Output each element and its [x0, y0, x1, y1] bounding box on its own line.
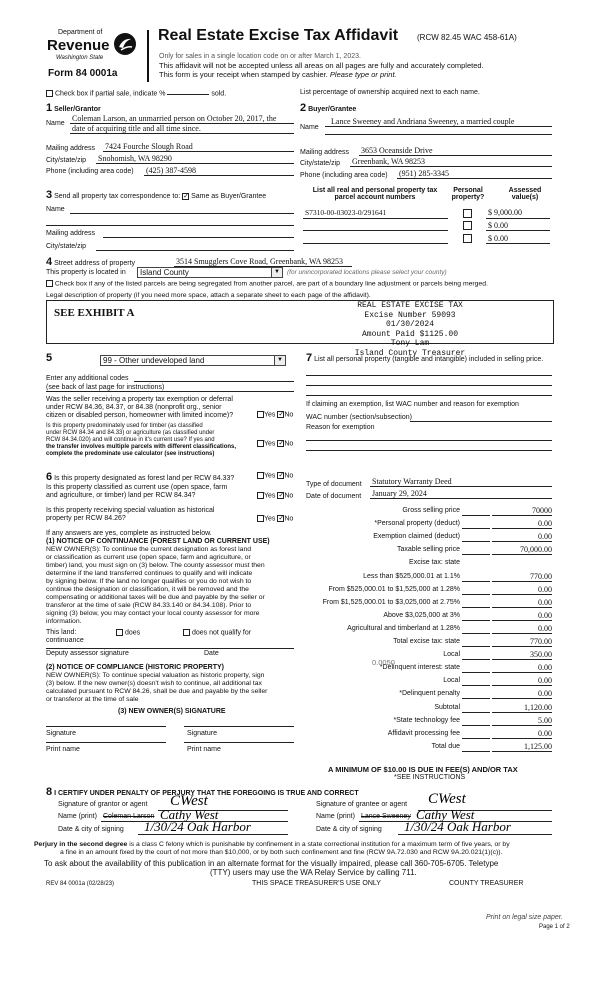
tax-row-value[interactable]: 1,125.00: [492, 742, 552, 752]
sec7-label: 7 List all personal property (tangible and intangible) included in selling price.: [306, 352, 544, 364]
exempt-q2: under RCW 84.36, 84.37, or 84.38 (nonprofit org., senior: [46, 404, 222, 411]
notice2-line: calculated pursuant to RCW 84.26, shall be due and payable by the seller: [46, 688, 268, 695]
codes-note: (see back of last page for instructions): [46, 384, 165, 391]
seller-name-value[interactable]: Coleman Larson, an unmarried person on October 20, 2017, the: [72, 114, 277, 123]
county-treasurer: COUNTY TREASURER: [449, 880, 524, 887]
seller-name-label: Name: [46, 120, 65, 127]
header-sub3-b: Please type or print.: [329, 70, 397, 79]
grantee-date-hand[interactable]: 1/30/24 Oak Harbor: [404, 819, 511, 834]
seller-phone-label: Phone (including area code): [46, 168, 134, 175]
stamp-line5: Tony Lam: [390, 339, 430, 348]
notice2-title: (2) NOTICE OF COMPLIANCE (HISTORIC PROPERTY): [46, 664, 224, 671]
exempt-yes-checkbox[interactable]: [257, 411, 264, 418]
grantor-signature[interactable]: CWest: [170, 793, 208, 809]
county-select[interactable]: Island County ▼: [137, 267, 283, 278]
exempt-q3: citizen or disabled person, homeowner with limited income)?: [46, 412, 234, 419]
assessed-value-2[interactable]: $ 0.00: [488, 221, 508, 230]
grantee-name-hand[interactable]: Cathy West: [416, 807, 475, 822]
timber-q3: RCW 84.34.020) and will continue in it's current use? If yes and: [46, 437, 215, 443]
tax-row-label: Excise tax: state: [409, 559, 460, 566]
dor-logo: [113, 32, 137, 56]
owner-sig-label-1: Signature: [46, 730, 76, 737]
timber-yes-checkbox[interactable]: [257, 440, 264, 447]
legal-label: Legal description of property (if you need more space, attach a separate sheet to each page of the affidavit).: [46, 292, 371, 299]
timber-yes-no: Yes ✓No: [257, 440, 293, 447]
wac-label: WAC number (section/subsection): [306, 414, 412, 421]
buyer-mail-label: Mailing address: [300, 149, 350, 156]
does-not-checkbox[interactable]: [183, 629, 190, 636]
grantor-name-hand[interactable]: Cathy West: [160, 807, 219, 822]
notice1-line: by signing below. If the land no longer qualifies or you do not wish to: [46, 578, 252, 585]
tax-row-label: *Delinquent interest: state: [379, 664, 460, 671]
sec6-q1: 6 Is this property designated as forest land per RCW 84.33?: [46, 471, 235, 483]
does-not-row: does not qualify for: [183, 629, 251, 636]
doc-type-value[interactable]: Statutory Warranty Deed: [372, 477, 452, 486]
buyer-city-label: City/state/zip: [300, 160, 341, 167]
personal-checkbox-1[interactable]: [463, 209, 472, 218]
boundary-row: Check box if any of the listed parcels are being segregated from another parcel, are part of a boundary line adjustment or parcels being merged.: [46, 280, 488, 287]
tax-row-value[interactable]: 0.00: [492, 585, 552, 595]
tax-row-value[interactable]: 0.00: [492, 729, 552, 739]
list-pct-note: List percentage of ownership acquired next to each name.: [300, 89, 480, 96]
owner-print-label-1: Print name: [46, 746, 80, 753]
tax-row-label: Less than $525,000.01 at 1.1%: [363, 573, 460, 580]
notice1-line: timber) land, you must sign on (3) below. The county assessor must then: [46, 562, 265, 569]
does-checkbox[interactable]: [116, 629, 123, 636]
perjury-line1: Perjury in the second degree is a class C felony which is punishable by confinement in a state correctional institution for a maximum term of five years, or by: [34, 841, 510, 848]
dept-line1: Department of: [58, 29, 103, 36]
timber-q4: the transfer involves multiple parcels with different classifications,: [46, 444, 237, 450]
form-title: Real Estate Excise Tax Affidavit: [158, 27, 399, 44]
stamp-line2: Excise Number 59093: [364, 310, 456, 320]
assessed-value-1[interactable]: $ 9,000.00: [488, 208, 522, 217]
wac-note: If claiming an exemption, list WAC number and reason for exemption: [306, 401, 519, 408]
tax-row-label: From $1,525,000.01 to $3,025,000 at 2.75%: [322, 599, 460, 606]
tax-row-value[interactable]: 5.00: [492, 716, 552, 726]
historic-no-checkbox[interactable]: ✓: [278, 515, 285, 522]
owner-print-label-2: Print name: [187, 746, 221, 753]
seller-city-value[interactable]: Snohomish, WA 98290: [98, 154, 172, 163]
tax-row-value[interactable]: 0.00: [492, 598, 552, 608]
legal-value: SEE EXHIBIT A: [54, 307, 135, 319]
this-land-row: This land:: [46, 629, 77, 636]
forest-yes-checkbox[interactable]: [257, 472, 264, 479]
deputy-sig-label: Deputy assessor signature: [46, 650, 129, 657]
header-sub2: This affidavit will not be accepted unless all areas on all pages are fully and accurately completed.: [159, 61, 484, 70]
buyer-name-label: Name: [300, 124, 319, 131]
sec6-q3b: property per RCW 84.26?: [46, 515, 126, 522]
tax-row-label: *Delinquent penalty: [399, 690, 460, 697]
tax-row-value[interactable]: 0.00: [492, 519, 552, 529]
tax-row-label: Gross selling price: [402, 507, 460, 514]
tax-row-value[interactable]: 0.00: [492, 689, 552, 699]
reason-label: Reason for exemption: [306, 424, 375, 431]
tax-row-value[interactable]: 70000: [492, 506, 552, 516]
notice2-line: NEW OWNER(S): To continue special valuation as historic property, sign: [46, 672, 265, 679]
grantee-signature[interactable]: CWest: [428, 791, 466, 807]
personal-checkbox-3[interactable]: [463, 234, 472, 243]
grantee-name-label: Name (print): [316, 813, 355, 820]
tax-row-label: Taxable selling price: [396, 546, 460, 553]
dept-line2: Revenue: [47, 37, 110, 54]
alt-format-line2: (TTY) users may use the WA Relay Service by calling 711.: [210, 868, 417, 877]
certify-heading: 8 I CERTIFY UNDER PENALTY OF PERJURY THAT THE FOREGOING IS TRUE AND CORRECT: [46, 786, 359, 798]
notice1-body: [46, 546, 265, 626]
currentuse-yes-no: Yes ✓No: [257, 492, 293, 499]
seller-city-label: City/state/zip: [46, 157, 87, 164]
notice1-line: continue the designation or classification, it will be removed and the: [46, 586, 249, 593]
tax-row-value[interactable]: 0.00: [492, 532, 552, 542]
see-instructions: *SEE INSTRUCTIONS: [394, 774, 466, 781]
tax-row-label: *State technology fee: [393, 717, 460, 724]
notice1-line: compensating or additional taxes will be due and payable by the seller or: [46, 594, 265, 601]
tax-row-value[interactable]: 0.00: [492, 663, 552, 673]
chevron-down-icon: ▼: [274, 356, 285, 365]
land-use-select[interactable]: 99 - Other undeveloped land ▼: [100, 355, 286, 366]
historic-yes-checkbox[interactable]: [257, 515, 264, 522]
notice1-line: signing (3) below, you may contact your local county assessor for more: [46, 610, 260, 617]
continuance-label: continuance: [46, 637, 84, 644]
grantor-date-hand[interactable]: 1/30/24 Oak Harbor: [144, 819, 251, 834]
codes-label: Enter any additional codes: [46, 375, 129, 382]
send-mail-label: Mailing address: [46, 230, 96, 237]
minimum-note: A MINIMUM OF $10.00 IS DUE IN FEE(S) AND/OR TAX: [328, 765, 518, 774]
currentuse-yes-checkbox[interactable]: [257, 492, 264, 499]
tax-row-value[interactable]: 770.00: [492, 637, 552, 647]
personal-checkbox-2[interactable]: [463, 221, 472, 230]
header-divider: [147, 30, 149, 82]
sec6-q2b: and agriculture, or timber) land per RCW 84.34?: [46, 492, 196, 499]
notice2-body: [46, 672, 267, 704]
parcel-col-header: List all real and personal property tax parcel account numbers: [312, 187, 438, 201]
chevron-down-icon: ▼: [271, 268, 282, 277]
form-rcw: (RCW 82.45 WAC 458-61A): [417, 33, 517, 42]
notice1-line: or classification as current use (open space, farm and agriculture, or: [46, 554, 251, 561]
timber-no-checkbox[interactable]: ✓: [278, 440, 285, 447]
owner-sig-label-2: Signature: [187, 730, 217, 737]
tax-row-label: Agricultural and timberland at 1.28%: [347, 625, 460, 632]
partial-sale-pct-field[interactable]: [167, 94, 209, 95]
header-sub1: Only for sales in a single location code on or after March 1, 2023.: [159, 53, 361, 60]
grantee-name-struck: Lance Sweeney: [361, 813, 411, 820]
legal-paper-note: Print on legal size paper.: [486, 914, 563, 921]
notice1-line: transferor at the time of sale (RCW 84.33.140 or 84.34.108). Prior to: [46, 602, 252, 609]
grantee-date-label: Date & city of signing: [316, 826, 382, 833]
rev-number: REV 84 0001a (02/28/23): [46, 881, 115, 887]
notice1-line: information.: [46, 618, 82, 625]
form-number: Form 84 0001a: [48, 68, 118, 79]
treasurer-only: THIS SPACE TREASURER'S USE ONLY: [252, 880, 381, 887]
grantor-sig-label: Signature of grantor or agent: [58, 801, 148, 808]
buyer-phone-label: Phone (including area code): [300, 172, 388, 179]
assessed-value-3[interactable]: $ 0.00: [488, 234, 508, 243]
buyer-mail-value[interactable]: 3653 Oceanside Drive: [361, 146, 433, 155]
exempt-yes-no: Yes ✓No: [257, 411, 293, 418]
tax-row-label: Affidavit processing fee: [387, 730, 460, 737]
doc-type-label: Type of document: [306, 481, 362, 488]
buyer-phone-value[interactable]: (951) 285-3345: [399, 169, 449, 178]
seller-name-value2[interactable]: date of acquiring title and all time since.: [72, 124, 201, 133]
perjury-line2: a fine in an amount fixed by the court of not more than $10,000, or by both such confinement and fine (RCW 9A.72.030 and RCW 9A.20.021(1)(c)).: [60, 849, 503, 856]
doc-date-value[interactable]: January 29, 2024: [372, 489, 427, 498]
alt-format-line1: To ask about the availability of this publication in an alternate format for the visually impaired, please call 360-705-6705. Teletype: [44, 859, 499, 868]
sec6-q3a: Is this property receiving special valuation as historical: [46, 507, 215, 514]
notice2-line: or transferor at the time of sale: [46, 696, 139, 703]
currentuse-no-checkbox[interactable]: ✓: [278, 492, 285, 499]
stamp-line3: 01/30/2024: [385, 320, 434, 329]
forest-yes-no: Yes ✓No: [257, 472, 293, 479]
sec6-q2a: Is this property classified as current use (open space, farm: [46, 484, 228, 491]
assessed-col-header: Assessed value(s): [508, 187, 542, 201]
timber-q5: complete the predominate use calculator (see instructions): [46, 451, 215, 457]
sec6-q4: If any answers are yes, complete as instructed below.: [46, 530, 212, 537]
timber-q2: under RCW 84.34 and 84.33) or agriculture (as classified under: [46, 430, 215, 436]
tax-row-value[interactable]: 0.00: [492, 611, 552, 621]
tax-row-label: *Personal property (deduct): [374, 520, 460, 527]
seller-heading: 1 Seller/Grantor: [46, 102, 101, 114]
personal-col-header: Personal property?: [451, 187, 485, 201]
tax-row-value[interactable]: 0.00: [492, 624, 552, 634]
tax-row-label: Exemption claimed (deduct): [373, 533, 460, 540]
street-value[interactable]: 3514 Smugglers Cove Road, Greenbank, WA 98253: [176, 257, 343, 266]
notice1-title: (1) NOTICE OF CONTINUANCE (FOREST LAND OR CURRENT USE): [46, 538, 270, 545]
tax-row-label: From $525,000.01 to $1,525,000 at 1.28%: [328, 586, 460, 593]
doc-date-label: Date of document: [306, 493, 362, 500]
send-city-label: City/state/zip: [46, 243, 87, 250]
located-label: This property is located in: [46, 269, 126, 276]
treasurer-stamp: [350, 301, 470, 358]
tax-row-label: Subtotal: [434, 704, 460, 711]
seller-mail-label: Mailing address: [46, 145, 96, 152]
same-as-buyer-checkbox[interactable]: ✓: [183, 192, 189, 200]
buyer-name-value[interactable]: Lance Sweeney and Andriana Sweeney, a married couple: [331, 117, 515, 126]
send-name-label: Name: [46, 206, 65, 213]
tax-row-label: Total excise tax: state: [393, 638, 460, 645]
exempt-q1: Was the seller receiving a property tax exemption or deferral: [46, 396, 233, 403]
tax-row-label: Local: [443, 651, 460, 658]
grantor-name-struck: Coleman Larson: [103, 813, 155, 820]
tax-row-label: Local: [443, 677, 460, 684]
tax-row-value[interactable]: 350.00: [492, 650, 552, 660]
send-tax-heading: 3 Send all property tax correspondence to: ✓ Same as Buyer/Grantee: [46, 189, 267, 201]
forest-no-checkbox[interactable]: ✓: [278, 472, 285, 479]
notice1-line: determine if the land transferred continues to qualify and will indicate: [46, 570, 253, 577]
deputy-date-label: Date: [204, 650, 219, 657]
stamp-line4: Amount Paid $1125.00: [361, 329, 458, 339]
buyer-heading: 2 Buyer/Grantee: [300, 102, 357, 114]
tax-row-label: Total due: [431, 743, 460, 750]
sec5-num: 5: [46, 352, 53, 364]
grantee-sig-label: Signature of grantee or agent: [316, 801, 408, 808]
unincorp-note: (for unincorporated locations please select your county): [287, 269, 447, 276]
header-sub3: [159, 70, 397, 79]
seller-mail-value[interactable]: 7424 Fourche Slough Road: [105, 142, 193, 151]
new-owner-sig-title: (3) NEW OWNER(S) SIGNATURE: [118, 708, 226, 715]
stamp-line6: Island County Treasurer: [354, 348, 466, 358]
notice2-line: (3) below. If the new owner(s) doesn't wish to continue, all additional tax: [46, 680, 262, 687]
grantor-date-label: Date & city of signing: [58, 826, 124, 833]
local-rate[interactable]: 0.0050: [372, 658, 395, 667]
page-number: Page 1 of 2: [539, 924, 570, 930]
street-row: 4 Street address of property: [46, 256, 136, 268]
tax-row-value[interactable]: 1,120.00: [492, 703, 552, 713]
tax-row-value[interactable]: 770.00: [492, 572, 552, 582]
notice1-line: NEW OWNER(S): To continue the current designation as forest land: [46, 546, 252, 553]
tax-row-value[interactable]: 0.00: [492, 676, 552, 686]
historic-yes-no: Yes ✓No: [257, 515, 293, 522]
tax-row-label: Above $3,025,000 at 3%: [383, 612, 460, 619]
partial-sale-label: Check box if partial sale, indicate %: [54, 90, 166, 98]
dept-line3: Washington State: [56, 55, 104, 61]
partial-sale-sold: sold.: [211, 90, 227, 98]
boundary-checkbox[interactable]: [46, 280, 53, 287]
parcel-row-1[interactable]: S7310-00-03023-0/291641: [305, 208, 387, 217]
stamp-line1: REAL ESTATE EXCISE TAX: [357, 301, 463, 310]
grantor-name-label: Name (print): [58, 813, 97, 820]
does-row: does: [116, 629, 140, 636]
buyer-city-value[interactable]: Greenbank, WA 98253: [352, 157, 425, 166]
header-sub3-a: This form is your receipt when stamped by cashier.: [159, 70, 328, 79]
partial-sale-row: [46, 90, 226, 97]
seller-phone-value[interactable]: (425) 387-4598: [146, 166, 196, 175]
exempt-no-checkbox[interactable]: ✓: [278, 411, 285, 418]
timber-q1: Is this property predominately used for timber (as classified: [46, 423, 203, 429]
partial-sale-checkbox[interactable]: [46, 90, 53, 97]
tax-row-value[interactable]: 70,000.00: [492, 545, 552, 555]
